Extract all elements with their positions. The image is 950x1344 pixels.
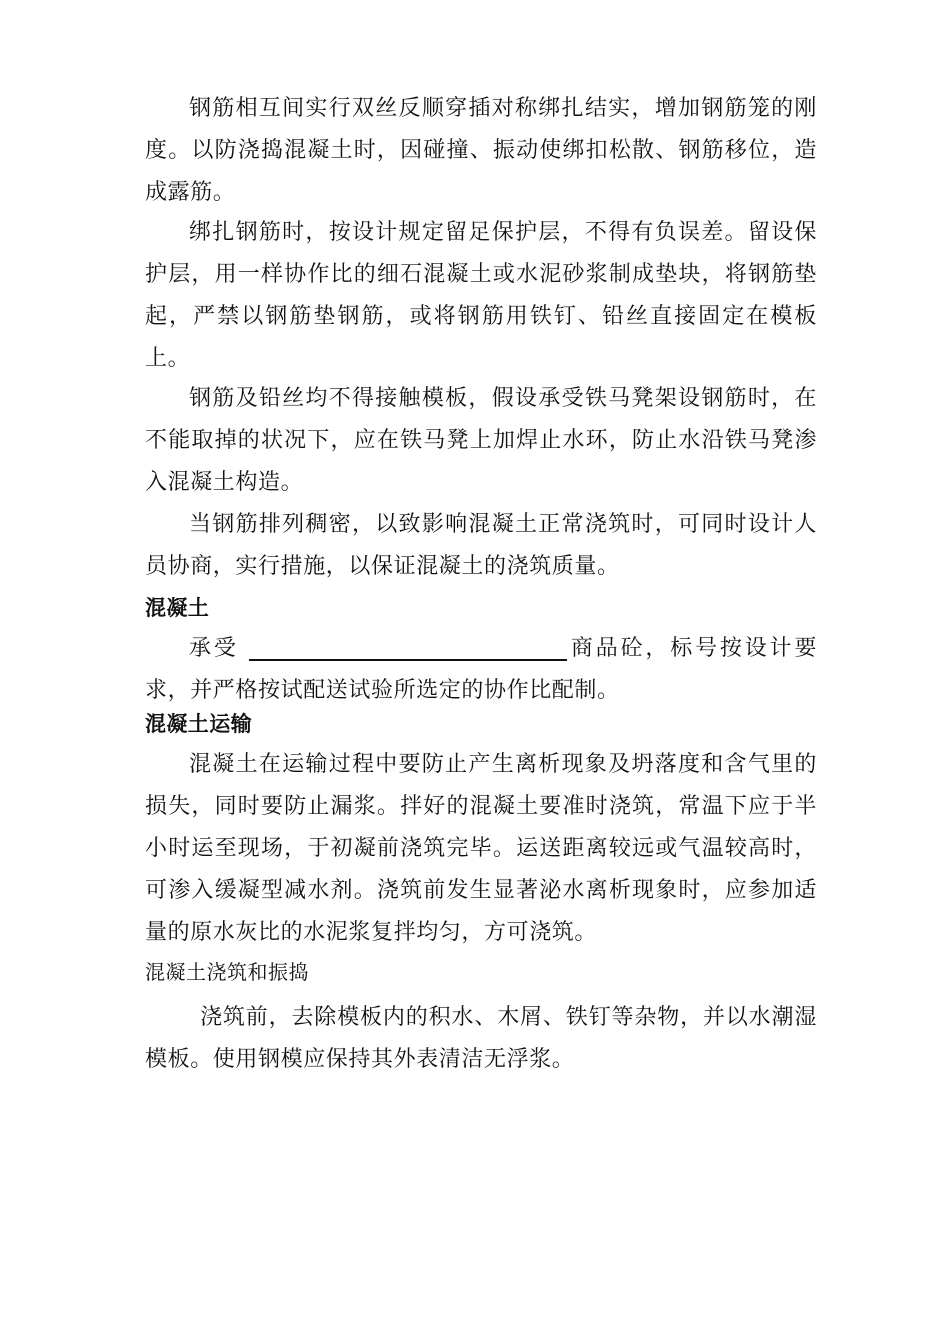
paragraph-text: 混凝土在运输过程中要防止产生离析现象及坍落度和含气里的损失，同时要防止漏浆。拌好的混凝土要准时浇筑，常温下应于半小时运至现场，于初凝前浇筑完毕。运送距离较远或气温较高时，可渗入缓凝型减水剂。浇筑前发生显著泌水离析现象时，应参加适量的原水灰比的水泥浆复拌均匀，方可浇筑。 bbox=[145, 752, 817, 945]
text-before-blank: 承受 bbox=[189, 636, 239, 661]
paragraph-text: 钢筋及铅丝均不得接触模板，假设承受铁马凳架设钢筋时，在不能取掉的状况下，应在铁马凳上加焊止水环，防止水沿铁马凳渗入混凝土构造。 bbox=[145, 386, 817, 495]
paragraph-text bbox=[145, 628, 817, 712]
paragraph-formwork-contact bbox=[145, 378, 817, 504]
section-heading-pouring: 混凝土浇筑和振捣 bbox=[145, 960, 309, 984]
section-heading-transport: 混凝土运输 bbox=[145, 712, 252, 736]
paragraph-text: 钢筋相互间实行双丝反顺穿插对称绑扎结实，增加钢筋笼的刚度。以防浇捣混凝土时，因碰撞、振动使绑扣松散、钢筋移位，造成露筋。 bbox=[145, 96, 817, 205]
paragraph-pouring bbox=[145, 997, 817, 1081]
paragraph-dense-rebar bbox=[145, 504, 817, 588]
paragraph-text: 绑扎钢筋时，按设计规定留足保护层，不得有负误差。留设保护层，用一样协作比的细石混凝土或水泥砂浆制成垫块，将钢筋垫起，严禁以钢筋垫钢筋，或将钢筋用铁钉、铅丝直接固定在模板上。 bbox=[145, 220, 817, 371]
paragraph-concrete-spec bbox=[145, 628, 817, 712]
paragraph-transport bbox=[145, 744, 817, 954]
paragraph-text: 当钢筋排列稠密，以致影响混凝土正常浇筑时，可同时设计人员协商，实行措施，以保证混凝土的浇筑质量。 bbox=[145, 512, 817, 579]
paragraph-text: 浇筑前，去除模板内的积水、木屑、铁钉等杂物，并以水潮湿模板。使用钢模应保持其外表清洁无浮浆。 bbox=[145, 1005, 817, 1072]
paragraph-rebar-binding bbox=[145, 88, 817, 214]
section-heading-concrete: 混凝土 bbox=[145, 596, 210, 620]
fill-in-blank-line bbox=[249, 633, 567, 661]
paragraph-protective-layer bbox=[145, 212, 817, 380]
text-after-blank: 商品砼，标号按设计要求，并严格按试配送试验所选定的协作比配制。 bbox=[145, 636, 817, 703]
